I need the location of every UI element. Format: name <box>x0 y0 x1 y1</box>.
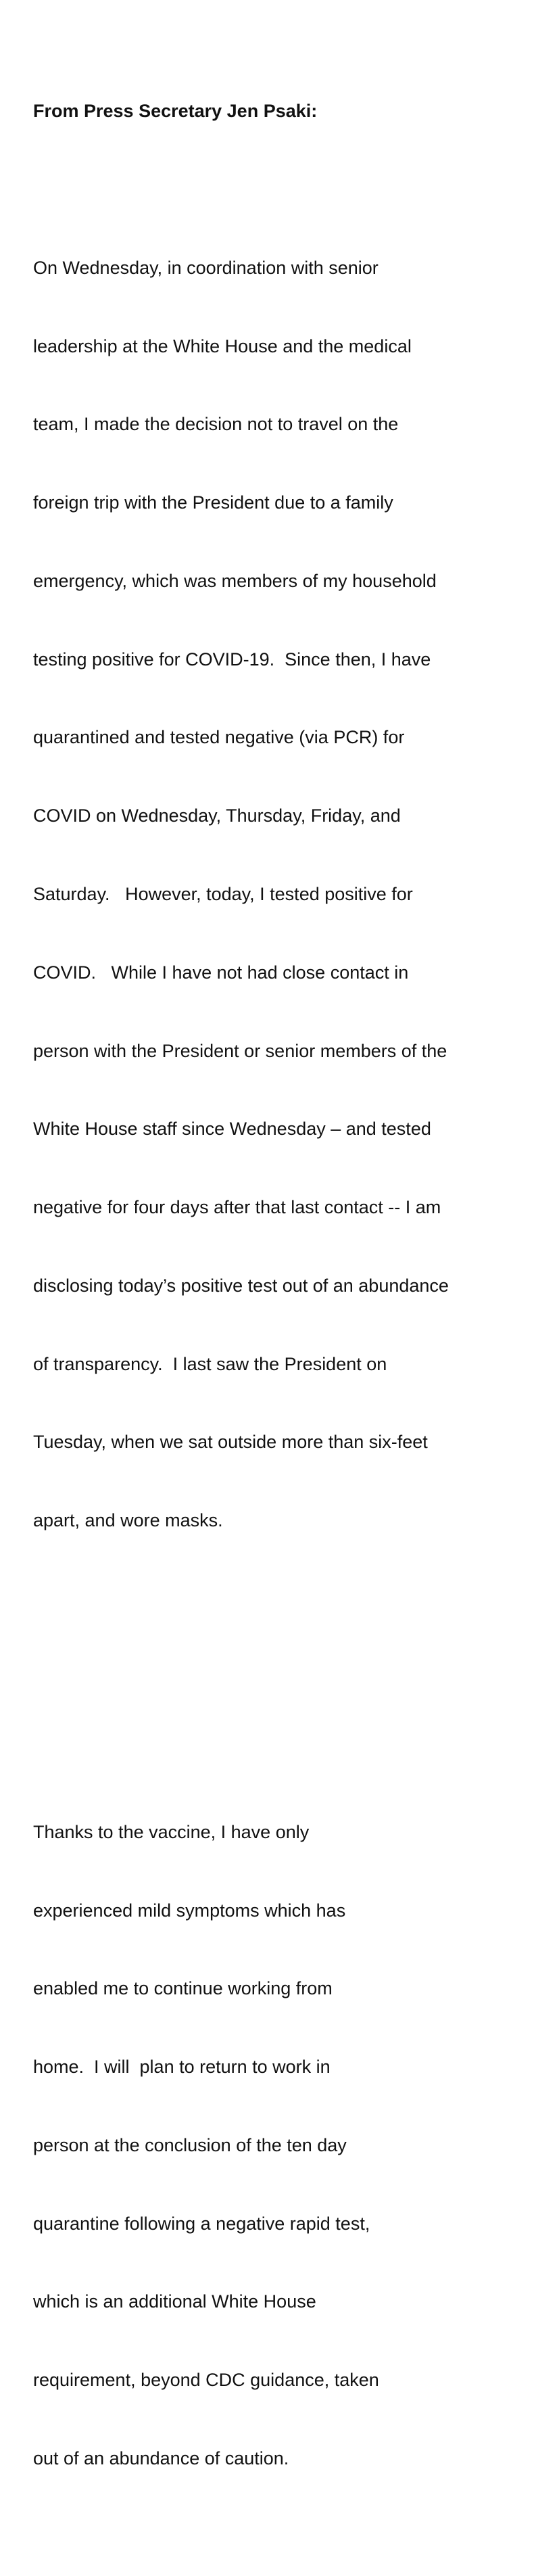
paragraph-2-line: out of an abundance of caution. <box>33 2448 289 2469</box>
statement-paragraph-2 <box>33 1767 520 2524</box>
paragraph-1-line: disclosing today’s positive test out of an abundance <box>33 1275 449 1296</box>
paragraph-2-line: enabled me to continue working from <box>33 1978 333 1999</box>
paragraph-1-line: Saturday. However, today, I tested positive for <box>33 884 413 904</box>
paragraph-1-line: quarantined and tested negative (via PCR) for <box>33 727 405 748</box>
paragraph-1-line: testing positive for COVID-19. Since then, I have <box>33 649 431 670</box>
statement-paragraph-1 <box>33 203 520 1586</box>
paragraph-1-line: leadership at the White House and the medical <box>33 335 412 356</box>
paragraph-spacer <box>33 1664 520 1689</box>
paragraph-1-line: negative for four days after that last contact -- I am <box>33 1197 441 1218</box>
paragraph-2-line: experienced mild symptoms which has <box>33 1900 346 1921</box>
paragraph-1-line: of transparency. I last saw the President on <box>33 1353 387 1374</box>
paragraph-1-line: person with the President or senior members of the <box>33 1040 447 1061</box>
paragraph-2-line: person at the conclusion of the ten day <box>33 2134 347 2155</box>
paragraph-2-line: which is an additional White House <box>33 2291 316 2312</box>
paragraph-1-line: emergency, which was members of my household <box>33 570 437 591</box>
paragraph-2-line: Thanks to the vaccine, I have only <box>33 1821 310 1842</box>
paragraph-2-line: requirement, beyond CDC guidance, taken <box>33 2370 379 2391</box>
paragraph-1-line: White House staff since Wednesday – and tested <box>33 1119 431 1140</box>
paragraph-1-line: On Wednesday, in coordination with senior <box>33 257 379 278</box>
paragraph-1-line: apart, and wore masks. <box>33 1510 223 1531</box>
paragraph-1-line: foreign trip with the President due to a family <box>33 492 393 513</box>
press-statement <box>33 46 520 2576</box>
statement-heading: From Press Secretary Jen Psaki: <box>33 101 318 122</box>
paragraph-1-line: COVID. While I have not had close contact in <box>33 962 409 983</box>
paragraph-1-line: COVID on Wednesday, Thursday, Friday, and <box>33 805 401 826</box>
paragraph-2-line: quarantine following a negative rapid test, <box>33 2213 370 2234</box>
paragraph-1-line: team, I made the decision not to travel on the <box>33 414 399 435</box>
paragraph-1-line: Tuesday, when we sat outside more than six-feet <box>33 1432 428 1453</box>
paragraph-2-line: home. I will plan to return to work in <box>33 2057 331 2078</box>
